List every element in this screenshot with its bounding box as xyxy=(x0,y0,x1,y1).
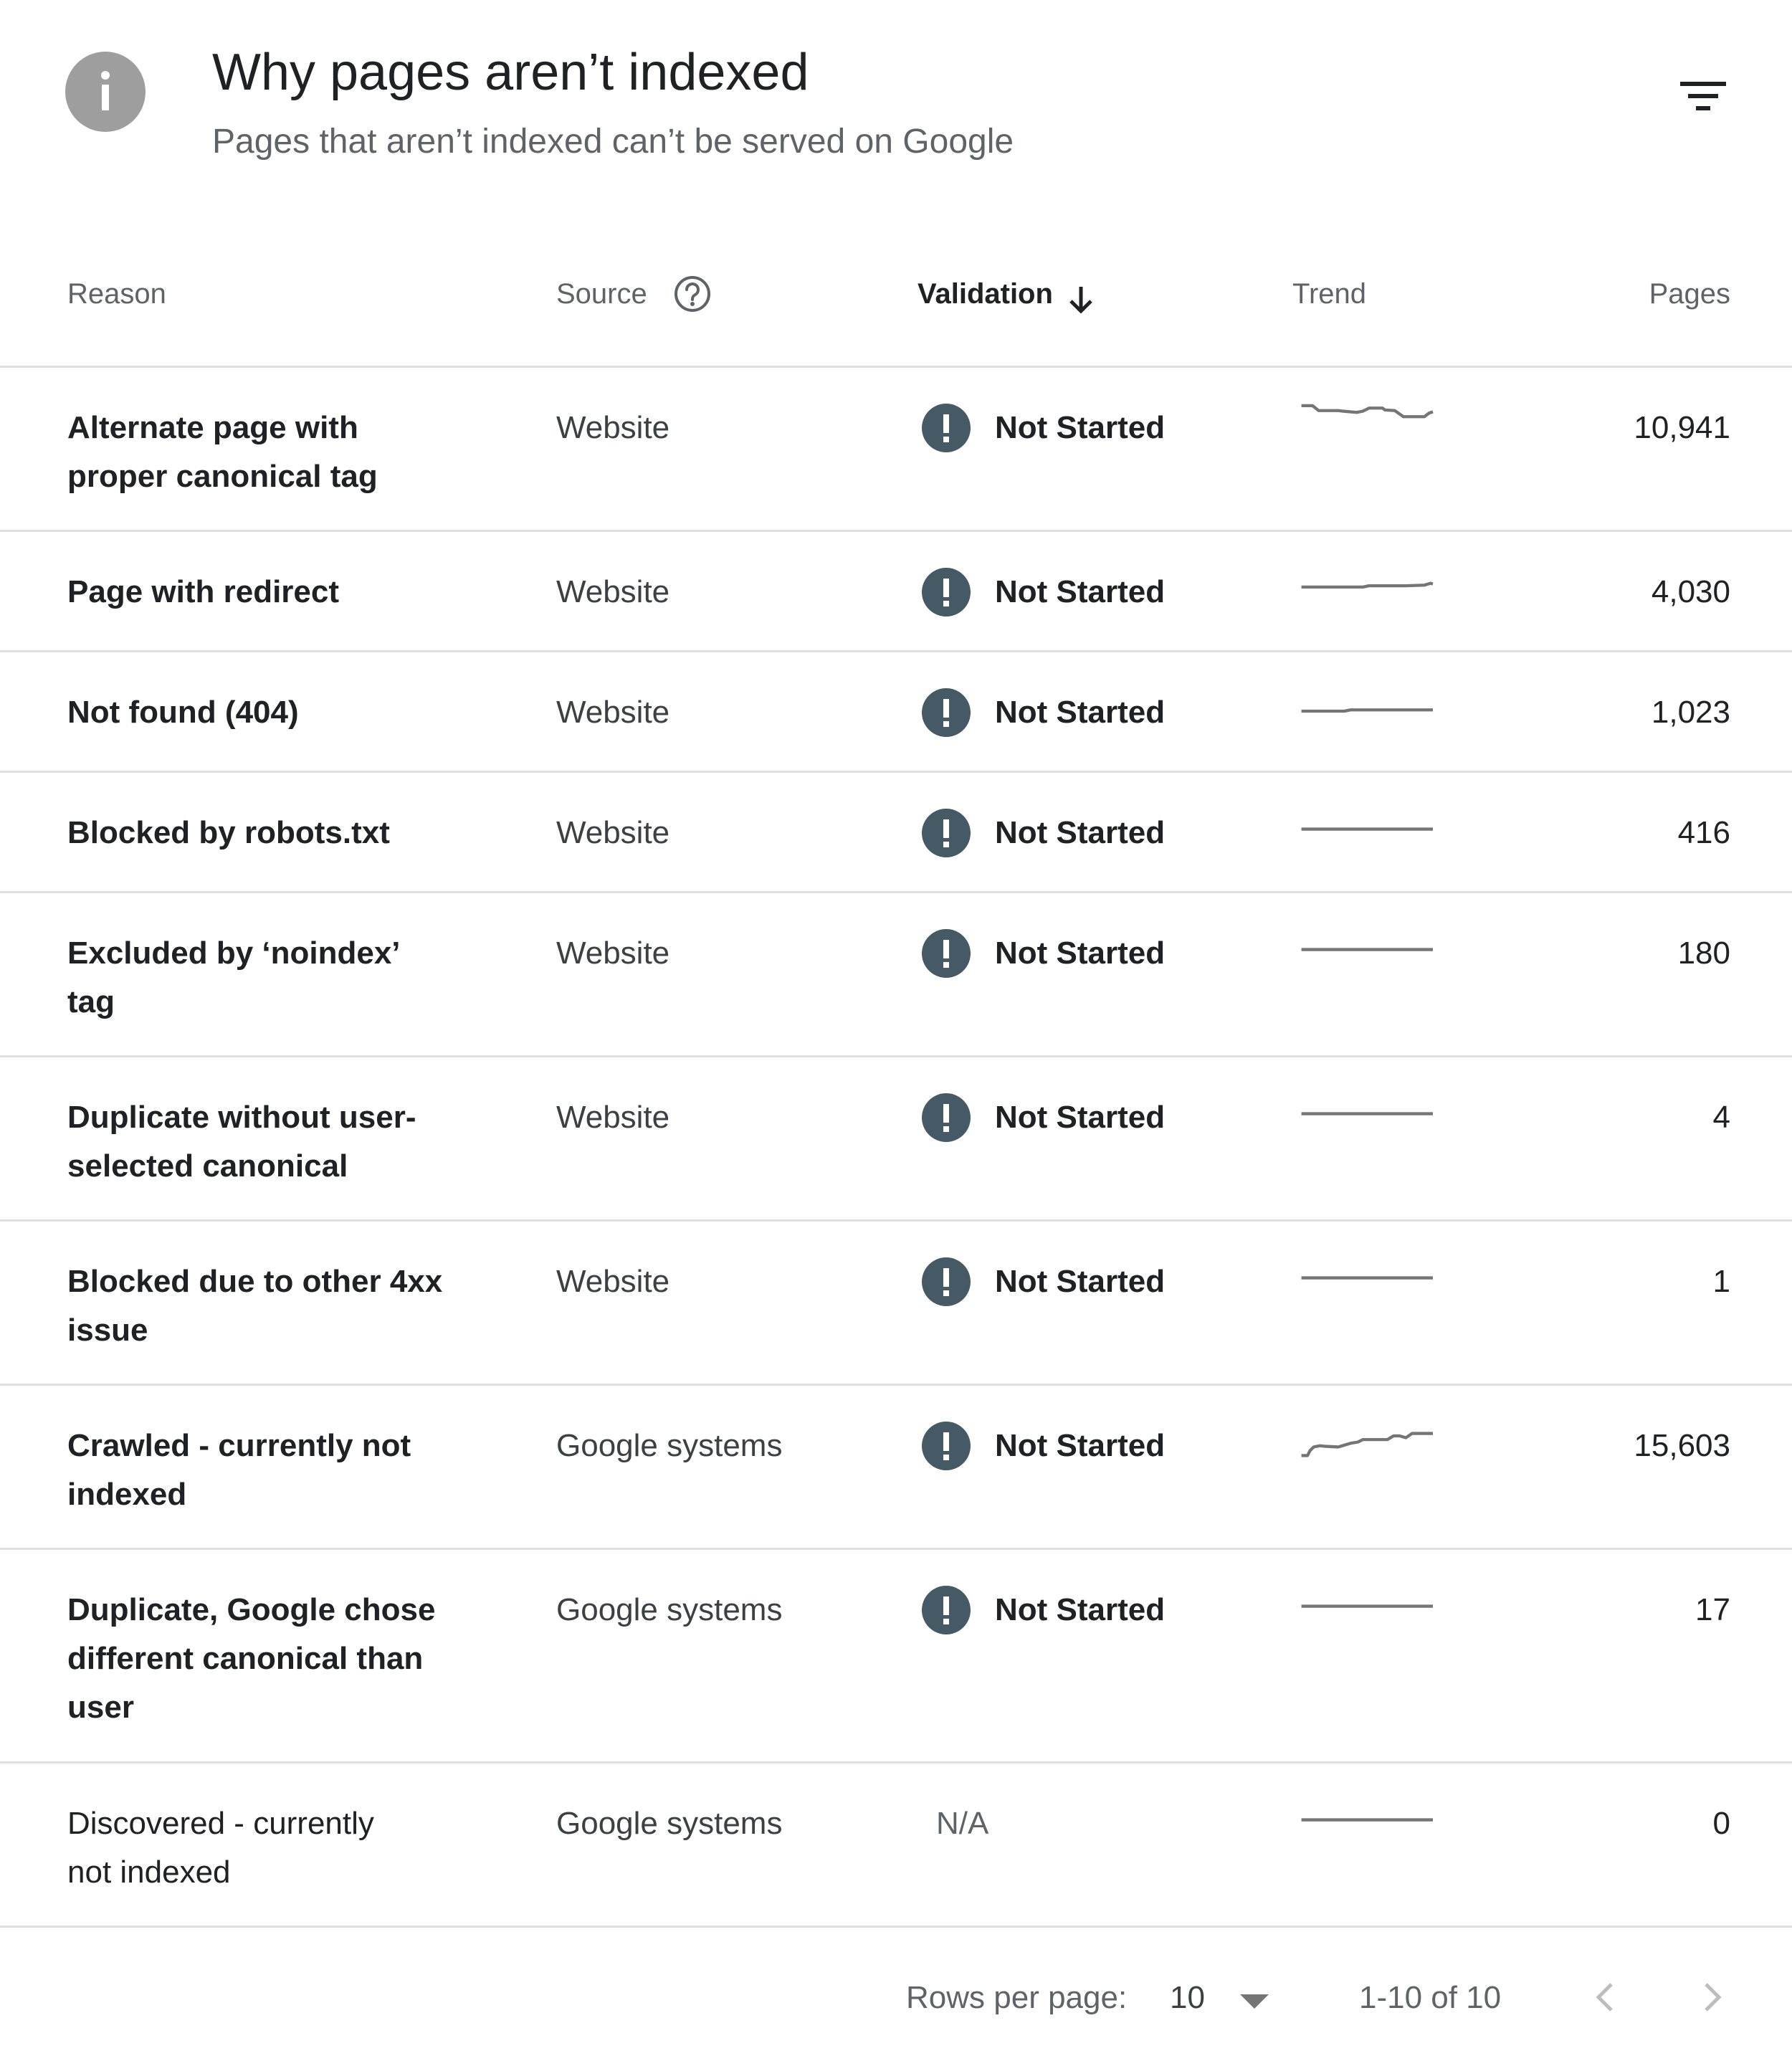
source-cell: Website xyxy=(556,815,670,850)
chevron-left-icon[interactable] xyxy=(1584,1976,1627,2019)
rows-per-page-value[interactable]: 10 xyxy=(1170,1980,1205,2015)
table-row[interactable] xyxy=(0,652,1792,773)
chevron-right-icon[interactable] xyxy=(1690,1976,1733,2019)
reason-line: tag xyxy=(67,984,115,1019)
table-header xyxy=(0,237,1792,368)
filter-button[interactable] xyxy=(1667,69,1739,126)
reason-line: Not found (404) xyxy=(67,695,299,730)
exclamation-circle-icon xyxy=(922,404,971,452)
reason-line: Duplicate, Google chose xyxy=(67,1592,436,1627)
trend-sparkline xyxy=(1290,926,1447,969)
reason-cell xyxy=(67,929,401,1027)
table-row[interactable] xyxy=(0,893,1792,1057)
exclamation-circle-icon xyxy=(922,1257,971,1306)
validation-status: Not Started xyxy=(995,1100,1166,1135)
reason-cell xyxy=(67,568,339,617)
reason-cell xyxy=(67,1422,411,1519)
reason-line: proper canonical tag xyxy=(67,459,378,494)
reason-line: Blocked due to other 4xx xyxy=(67,1264,443,1299)
validation-status: Not Started xyxy=(995,1428,1166,1463)
exclamation-circle-icon xyxy=(922,688,971,737)
table-row[interactable] xyxy=(0,1550,1792,1764)
reason-cell xyxy=(67,688,299,737)
info-icon xyxy=(65,52,146,132)
source-cell: Website xyxy=(556,936,670,971)
reason-cell xyxy=(67,1093,416,1191)
reason-line: indexed xyxy=(67,1477,187,1512)
trend-sparkline xyxy=(1290,1255,1447,1298)
source-cell: Website xyxy=(556,1100,670,1135)
exclamation-circle-icon xyxy=(922,809,971,857)
trend-sparkline xyxy=(1290,685,1447,728)
reason-line: Page with redirect xyxy=(67,574,340,609)
source-cell: Website xyxy=(556,574,670,609)
reason-line: Discovered - currently xyxy=(67,1806,374,1841)
pages-count: 0 xyxy=(1712,1806,1730,1841)
reason-line: different canonical than xyxy=(67,1641,424,1676)
validation-status: Not Started xyxy=(995,410,1166,445)
pages-count: 416 xyxy=(1677,815,1730,850)
exclamation-circle-icon xyxy=(922,1422,971,1470)
reason-line: Excluded by ‘noindex’ xyxy=(67,936,401,971)
reason-line: selected canonical xyxy=(67,1148,348,1184)
validation-status: Not Started xyxy=(995,815,1166,850)
table-body xyxy=(0,368,1792,1928)
pages-count: 17 xyxy=(1695,1592,1730,1627)
pagination-bar xyxy=(0,1936,1792,2056)
validation-status: Not Started xyxy=(995,574,1166,609)
caret-down-icon[interactable] xyxy=(1239,1993,1270,2014)
column-header-source[interactable]: Source xyxy=(556,278,647,310)
source-cell: Google systems xyxy=(556,1806,783,1841)
source-cell: Website xyxy=(556,695,670,730)
reason-cell xyxy=(67,1257,442,1355)
validation-status: Not Started xyxy=(995,936,1166,971)
source-cell: Website xyxy=(556,410,670,445)
table-row[interactable] xyxy=(0,1386,1792,1550)
exclamation-circle-icon xyxy=(922,568,971,617)
trend-sparkline xyxy=(1290,1583,1447,1626)
source-cell: Google systems xyxy=(556,1428,783,1463)
reasons-table xyxy=(0,237,1792,1928)
source-cell: Google systems xyxy=(556,1592,783,1627)
trend-sparkline xyxy=(1290,401,1447,444)
pages-count: 15,603 xyxy=(1634,1428,1730,1463)
column-header-trend[interactable]: Trend xyxy=(1292,278,1367,310)
pages-count: 10,941 xyxy=(1634,410,1730,445)
column-header-validation[interactable]: Validation xyxy=(918,278,1053,310)
validation-cell: N/A xyxy=(936,1806,989,1841)
pages-count: 1 xyxy=(1712,1264,1730,1299)
reason-line: Duplicate without user- xyxy=(67,1100,416,1135)
reason-cell xyxy=(67,1586,435,1732)
trend-sparkline xyxy=(1290,1090,1447,1133)
pages-count: 4 xyxy=(1712,1100,1730,1135)
table-row[interactable] xyxy=(0,1764,1792,1928)
exclamation-circle-icon xyxy=(922,1586,971,1634)
trend-sparkline xyxy=(1290,565,1447,608)
card-title: Why pages aren’t indexed xyxy=(212,44,809,101)
reason-line: Blocked by robots.txt xyxy=(67,815,390,850)
validation-status: Not Started xyxy=(995,1592,1166,1627)
validation-status: Not Started xyxy=(995,695,1166,730)
exclamation-circle-icon xyxy=(922,1093,971,1142)
pages-count: 4,030 xyxy=(1651,574,1730,609)
reason-cell xyxy=(67,809,390,857)
exclamation-circle-icon xyxy=(922,929,971,978)
arrow-down-icon[interactable] xyxy=(1065,284,1097,319)
pagination-range: 1-10 of 10 xyxy=(1359,1980,1502,2015)
column-header-pages[interactable]: Pages xyxy=(1649,278,1730,310)
card-header xyxy=(0,0,1792,215)
pages-count: 1,023 xyxy=(1651,695,1730,730)
validation-status: Not Started xyxy=(995,1264,1166,1299)
source-cell: Website xyxy=(556,1264,670,1299)
table-row[interactable] xyxy=(0,368,1792,532)
reason-line: not indexed xyxy=(67,1855,231,1890)
reason-line: Alternate page with xyxy=(67,410,358,445)
card-subtitle: Pages that aren’t indexed can’t be served on Google xyxy=(212,123,1014,161)
trend-sparkline xyxy=(1290,1796,1447,1840)
reason-line: issue xyxy=(67,1313,148,1348)
reason-cell xyxy=(67,404,378,501)
rows-per-page-label: Rows per page: xyxy=(906,1980,1128,2015)
trend-sparkline xyxy=(1290,1419,1447,1462)
help-circle-icon[interactable] xyxy=(672,274,712,314)
table-row[interactable] xyxy=(0,773,1792,893)
table-row[interactable] xyxy=(0,1057,1792,1222)
table-row[interactable] xyxy=(0,532,1792,652)
reason-line: Crawled - currently not xyxy=(67,1428,411,1463)
reason-line: user xyxy=(67,1690,134,1725)
column-header-reason[interactable]: Reason xyxy=(67,278,166,310)
filter-icon xyxy=(1667,69,1739,126)
trend-sparkline xyxy=(1290,806,1447,849)
table-row[interactable] xyxy=(0,1222,1792,1386)
pages-count: 180 xyxy=(1677,936,1730,971)
reason-cell xyxy=(67,1799,374,1897)
